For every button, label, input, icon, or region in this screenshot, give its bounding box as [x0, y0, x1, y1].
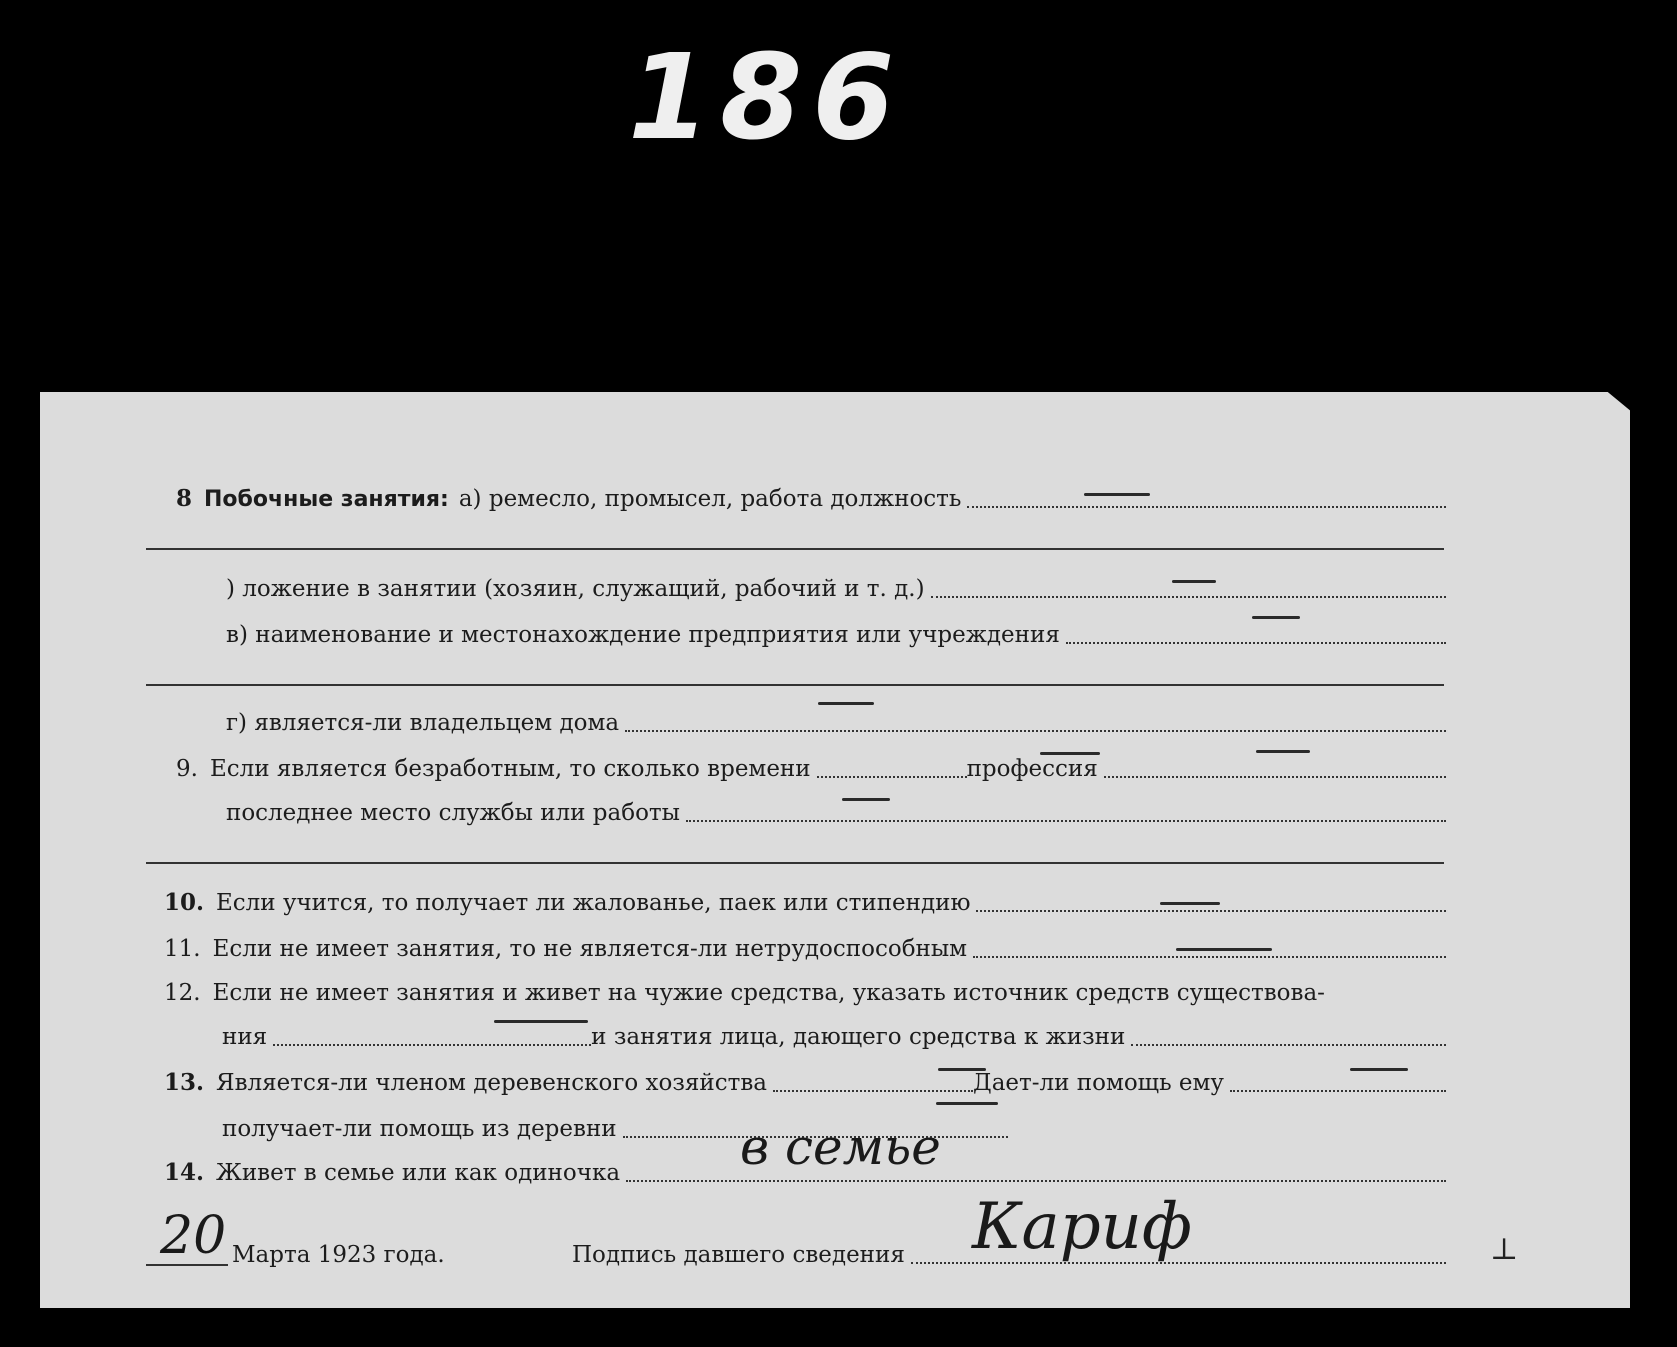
footer-date-text: Марта 1923 года. — [232, 1242, 445, 1268]
q8-title: Побочные занятия: — [204, 487, 449, 512]
q13-line1-label: Является-ли членом деревенского хозяйства — [216, 1070, 767, 1096]
q8-row-v — [226, 614, 1446, 648]
q12-source-dash-mark — [494, 1020, 588, 1023]
footer-date-row — [232, 1234, 532, 1268]
footer-signature-label: Подпись давшего сведения — [572, 1242, 905, 1268]
q10-field — [976, 882, 1446, 916]
q12-line2-mid: и занятия лица, дающего средства к жизни — [591, 1024, 1126, 1050]
q9-profession-field — [1104, 748, 1446, 782]
q12-line1-label: Если не имеет занятия и живет на чужие средства, указать источник средств существова- — [212, 980, 1325, 1006]
q11-row — [164, 928, 1446, 962]
footer-handwritten-signature: Кариф — [972, 1190, 1192, 1264]
q8-a-dash-mark — [1084, 493, 1150, 496]
q13-row-1 — [164, 1062, 1446, 1096]
q8-b-field — [931, 568, 1446, 602]
q12-number: 12. — [164, 980, 201, 1006]
q8-v-label: в) наименование и местонахождение предприятия или учреждения — [226, 622, 1060, 648]
q13-number: 13. — [164, 1069, 205, 1096]
footer-day-line — [146, 1264, 228, 1266]
q9-last-job-dash-mark — [842, 798, 890, 801]
q13-member-dash-mark — [938, 1068, 986, 1071]
q9-profession-dash-mark — [1256, 750, 1310, 753]
q12-row-1 — [164, 972, 1454, 1006]
q8-v-continuation-line — [146, 684, 1444, 686]
q8-g-label: г) является-ли владельцем дома — [226, 710, 620, 736]
q8-g-field — [625, 702, 1446, 736]
q9-profession-label: профессия — [966, 756, 1098, 782]
q10-number: 10. — [164, 889, 205, 916]
q9-continuation-line — [146, 862, 1444, 864]
q8-b-label: ) ложение в занятии (хозяин, служащий, рабочий и т. д.) — [226, 576, 925, 602]
frame-number: 186 — [628, 28, 905, 166]
q13-help-dash-mark — [1350, 1068, 1408, 1071]
q8-row-a — [176, 478, 1446, 512]
q8-b-dash-mark — [1172, 580, 1216, 583]
q13-line2-label: получает-ли помощь из деревни — [222, 1116, 617, 1142]
q13-help-label: Дает-ли помощь ему — [973, 1070, 1224, 1096]
q10-row — [164, 882, 1446, 916]
q11-dash-mark — [1176, 948, 1272, 951]
q9-duration-field — [817, 748, 967, 782]
q8-row-g — [226, 702, 1446, 736]
q8-v-field — [1066, 614, 1446, 648]
q12-line2-start: ния — [222, 1024, 268, 1050]
q8-row-b — [226, 568, 1446, 602]
q9-number: 9. — [176, 756, 198, 782]
q11-label: Если не имеет занятия, то не является-ли нетрудоспособным — [212, 936, 968, 962]
q8-number: 8 — [176, 485, 193, 512]
q14-handwritten-answer: в семье — [740, 1118, 941, 1176]
q13-help-field — [1230, 1062, 1446, 1096]
q9-line2-label: последнее место службы или работы — [226, 800, 680, 826]
q8-a-continuation-line — [146, 548, 1444, 550]
q9-duration-dash-mark — [1040, 752, 1100, 755]
footer-handwritten-day: 20 — [160, 1206, 227, 1266]
q12-occupation-field — [1131, 1016, 1446, 1050]
q8-v-dash-mark — [1252, 616, 1300, 619]
q10-label: Если учится, то получает ли жалованье, паек или стипендию — [216, 890, 971, 916]
corner-mark: ⊥ — [1490, 1232, 1519, 1267]
q13-receives-dash-mark — [936, 1102, 998, 1105]
q9-last-job-field — [686, 792, 1446, 826]
q11-number: 11. — [164, 936, 201, 962]
q8-g-dash-mark — [818, 702, 874, 705]
q9-line1-label: Если является безработным, то сколько времени — [209, 756, 811, 782]
q14-number: 14. — [164, 1159, 205, 1186]
q10-dash-mark — [1160, 902, 1220, 905]
q8-a-label: а) ремесло, промысел, работа должность — [458, 486, 962, 512]
q12-row-2 — [222, 1016, 1446, 1050]
q11-field — [973, 928, 1446, 962]
q8-a-field — [967, 478, 1446, 512]
q9-row-1 — [176, 748, 1446, 782]
q14-label: Живет в семье или как одиночка — [216, 1160, 621, 1186]
q9-row-2 — [226, 792, 1446, 826]
